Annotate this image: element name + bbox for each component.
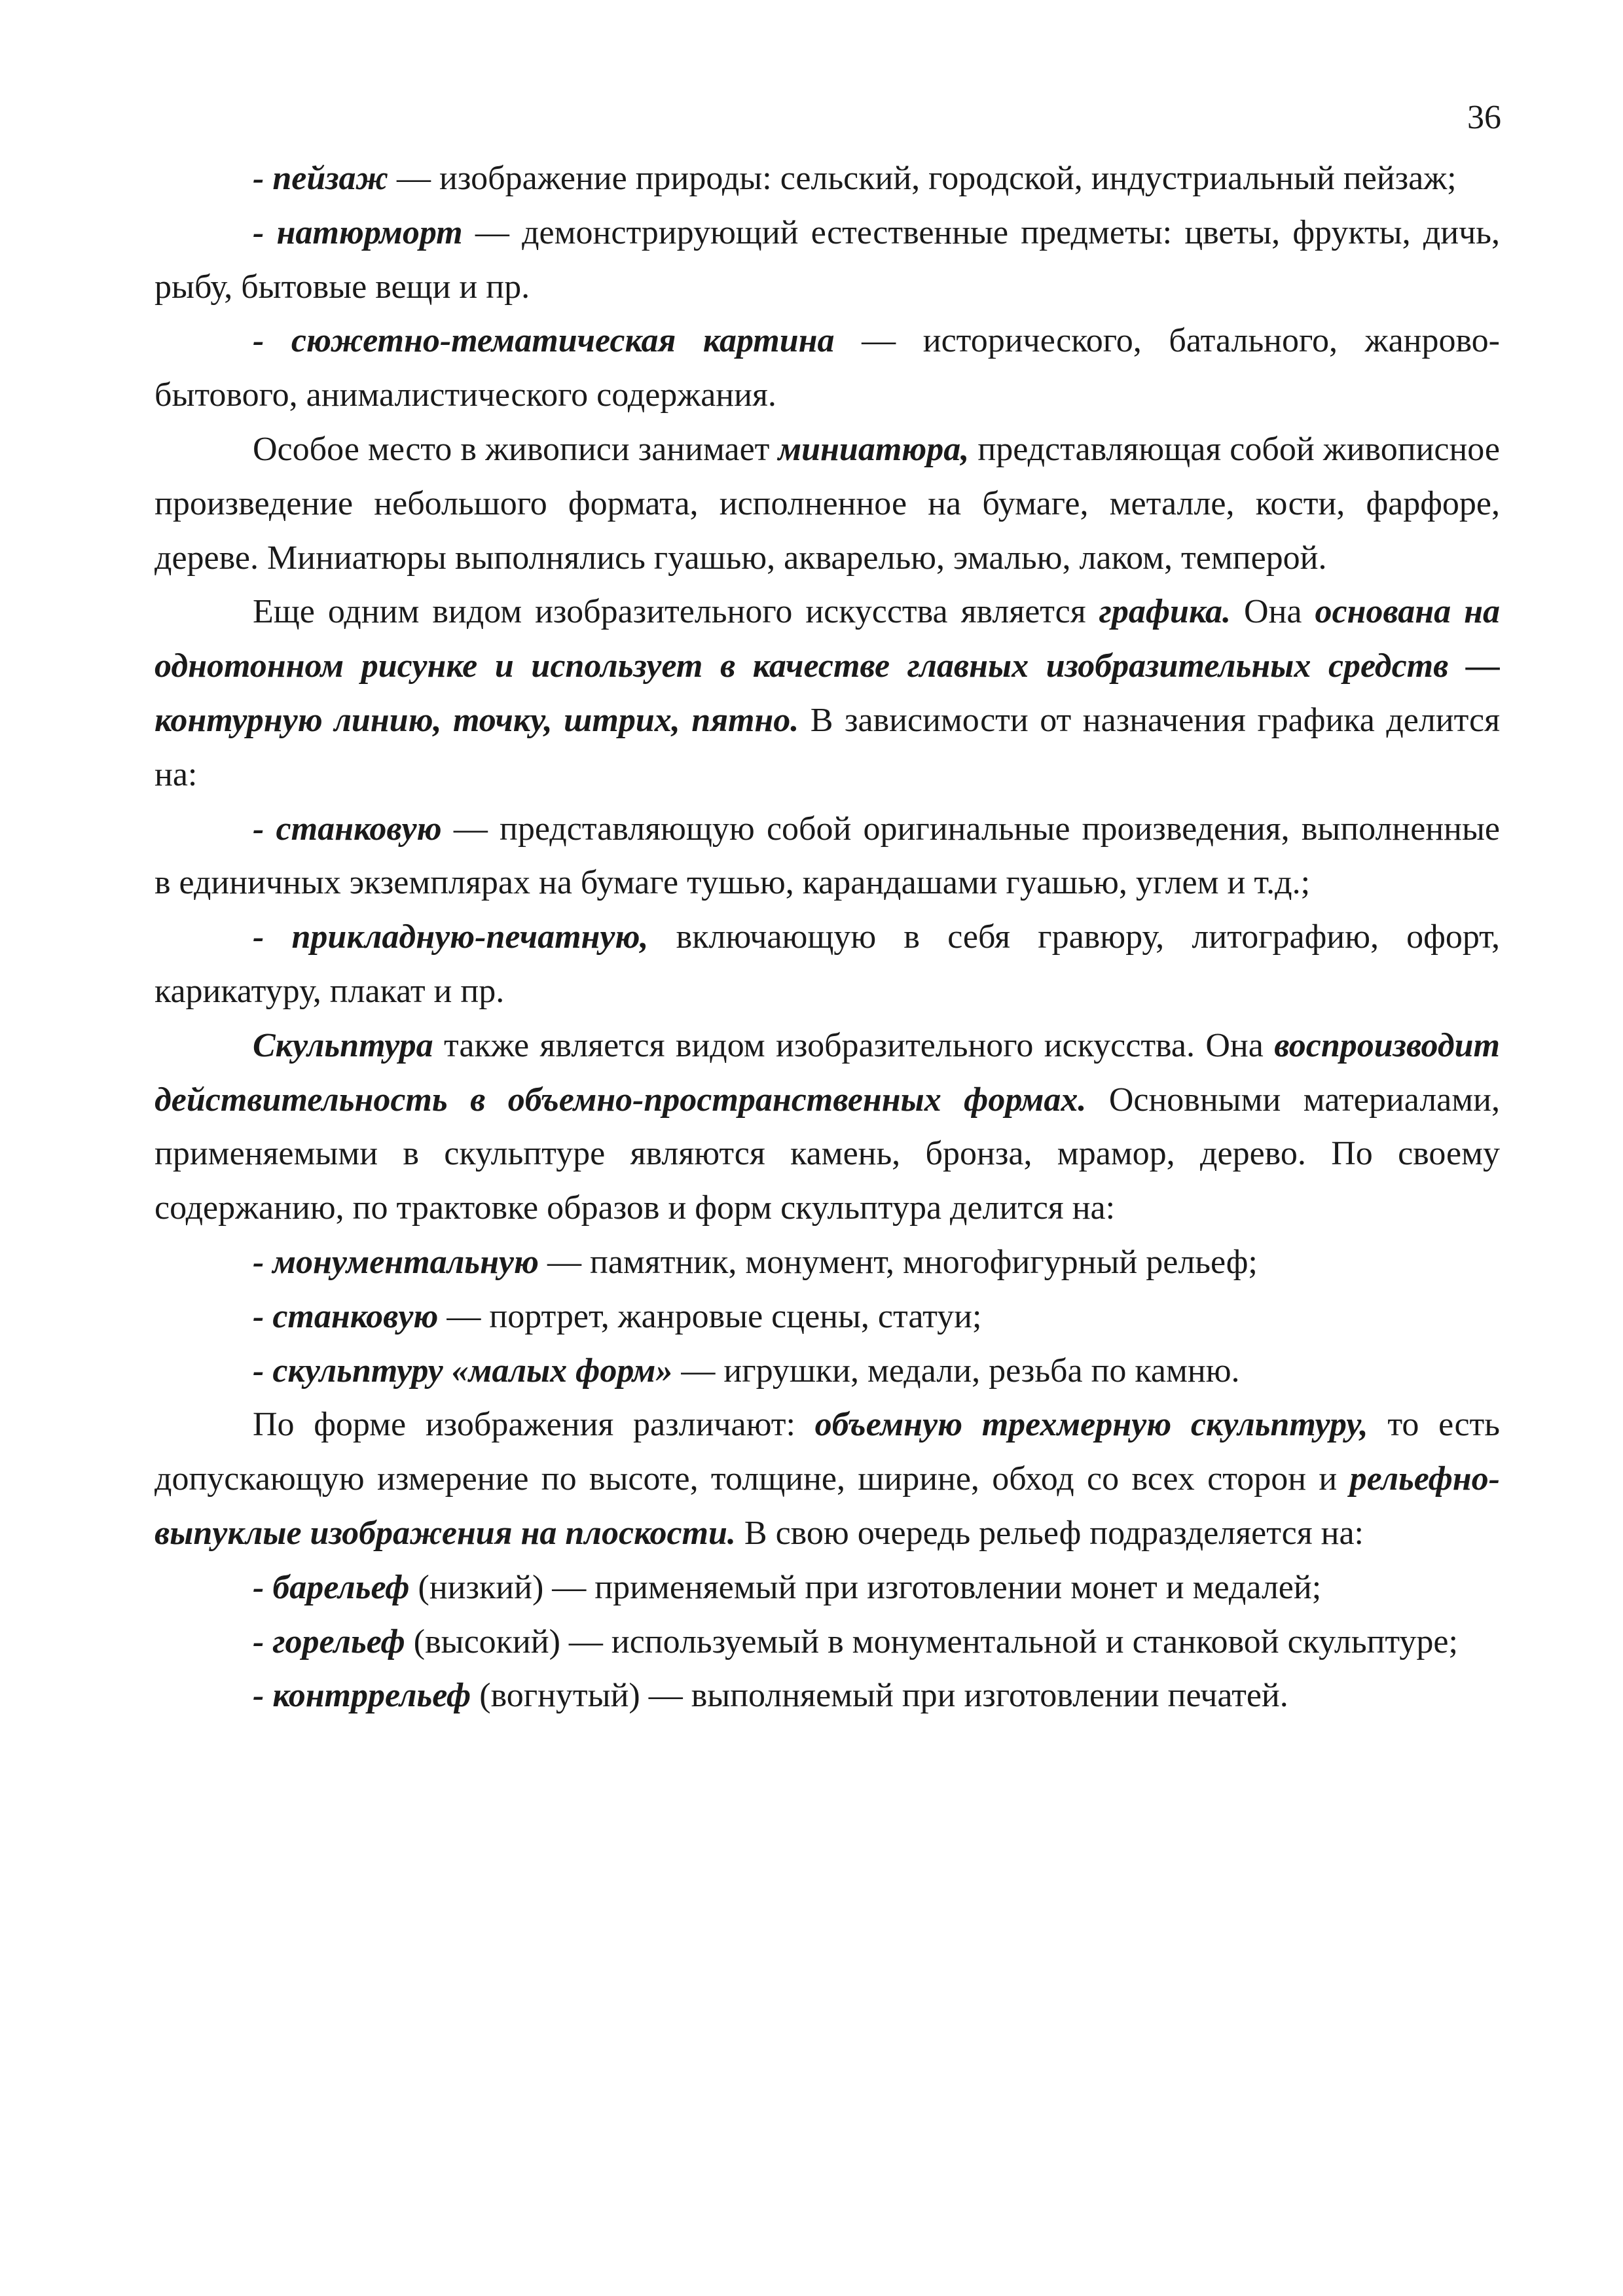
emphasis-text: графика. <box>1099 593 1231 631</box>
emphasis-text: - сюжетно-тематическая картина <box>253 322 835 360</box>
body-text: — портрет, жанровые сцены, статуи; <box>438 1297 982 1335</box>
body-text: По форме изображения различают: <box>253 1406 815 1444</box>
emphasis-text: - станковую <box>253 810 442 848</box>
emphasis-text: основана на однотонном рисунке и использует в качестве главных изобразительных средств — контурную линию, точку, штрих, пятно. <box>155 593 1500 739</box>
body-text: (вогнутый) — выполняемый при изготовлении печатей. <box>471 1677 1288 1715</box>
body-text: Она <box>1231 593 1315 631</box>
emphasis-text: - горельеф <box>253 1623 405 1660</box>
body-text: то есть допускающую измерение по высоте, толщине, ширине, обход со всех сторон и <box>155 1406 1500 1498</box>
emphasis-text: - монументальную <box>253 1243 539 1281</box>
page-number: 36 <box>1467 99 1501 136</box>
paragraph-miniature <box>155 423 1500 585</box>
paragraph-sculpture <box>155 1019 1500 1236</box>
emphasis-text: - станковую <box>253 1297 439 1335</box>
body-text: — исторического, батального, жанрово-бытового, анималистического содержания. <box>155 322 1500 414</box>
paragraph-graphics <box>155 585 1500 802</box>
body-text: — демонстрирующий естественные предметы: цветы, фрукты, дичь, рыбу, бытовые вещи и пр. <box>155 213 1500 306</box>
body-text: — представляющую собой оригинальные произведения, выполненные в единичных экземплярах на бумаге тушью, карандашами гуашью, углем и т.д.; <box>155 810 1500 902</box>
body-text: Основными материалами, применяемыми в скульптуре являются камень, бронза, мрамор, дерево. По своему содержанию, по трактовке образов и форм скульптура делится на: <box>155 1081 1501 1227</box>
body-text: — игрушки, медали, резьба по камню. <box>672 1352 1240 1390</box>
body-text: (низкий) — применяемый при изготовлении монет и медалей; <box>409 1568 1322 1606</box>
emphasis-text: Скульптура <box>253 1026 433 1064</box>
emphasis-text: - пейзаж <box>253 160 389 197</box>
body-text: — памятник, монумент, многофигурный рельеф; <box>538 1243 1258 1281</box>
paragraph-small-forms <box>155 1344 1500 1399</box>
emphasis-text: миниатюра, <box>778 430 970 468</box>
paragraph-counter-relief <box>155 1669 1500 1723</box>
emphasis-text: - контррельеф <box>253 1677 471 1715</box>
emphasis-text: - прикладную-печатную, <box>253 918 649 956</box>
paragraph-applied-print <box>155 910 1500 1019</box>
body-text: Особое место в живописи занимает <box>253 430 778 468</box>
emphasis-text: воспроизводит действительность в объемно-пространственных формах. <box>155 1026 1500 1119</box>
body-text: представляющая собой живописное произведение небольшого формата, исполненное на бумаге, металле, кости, фарфоре, дереве. Миниатюры выполнялись гуашью, акварелью, эмалью, лаком, темперой. <box>155 430 1500 577</box>
body-text: (высокий) — используемый в монументальной и станковой скульптуре; <box>405 1623 1458 1660</box>
paragraph-form-types <box>155 1398 1500 1560</box>
paragraph-still-life <box>155 206 1500 315</box>
paragraph-easel-graphics <box>155 802 1500 911</box>
emphasis-text: - скульптуру «малых форм» <box>253 1352 673 1390</box>
document-body <box>155 152 1500 1723</box>
paragraph-thematic-painting <box>155 314 1500 423</box>
body-text: включающую в себя гравюру, литографию, офорт, карикатуру, плакат и пр. <box>155 918 1500 1010</box>
paragraph-bas-relief <box>155 1561 1500 1615</box>
body-text: В зависимости от назначения графика делится на: <box>155 701 1500 793</box>
emphasis-text: рельефно-выпуклые изображения на плоскости. <box>155 1460 1500 1552</box>
paragraph-high-relief <box>155 1615 1500 1670</box>
emphasis-text: - натюрморт <box>253 213 463 251</box>
emphasis-text: - барельеф <box>253 1568 410 1606</box>
paragraph-monumental <box>155 1236 1500 1290</box>
paragraph-landscape <box>155 152 1500 206</box>
body-text: — изображение природы: сельский, городской, индустриальный пейзаж; <box>388 160 1457 197</box>
paragraph-easel-sculpture <box>155 1290 1500 1344</box>
body-text: Еще одним видом изобразительного искусства является <box>253 593 1099 631</box>
body-text: В свою очередь рельеф подразделяется на: <box>735 1514 1364 1552</box>
emphasis-text: объемную трехмерную скульптуру, <box>814 1406 1368 1444</box>
body-text: также является видом изобразительного искусства. Она <box>433 1026 1275 1064</box>
